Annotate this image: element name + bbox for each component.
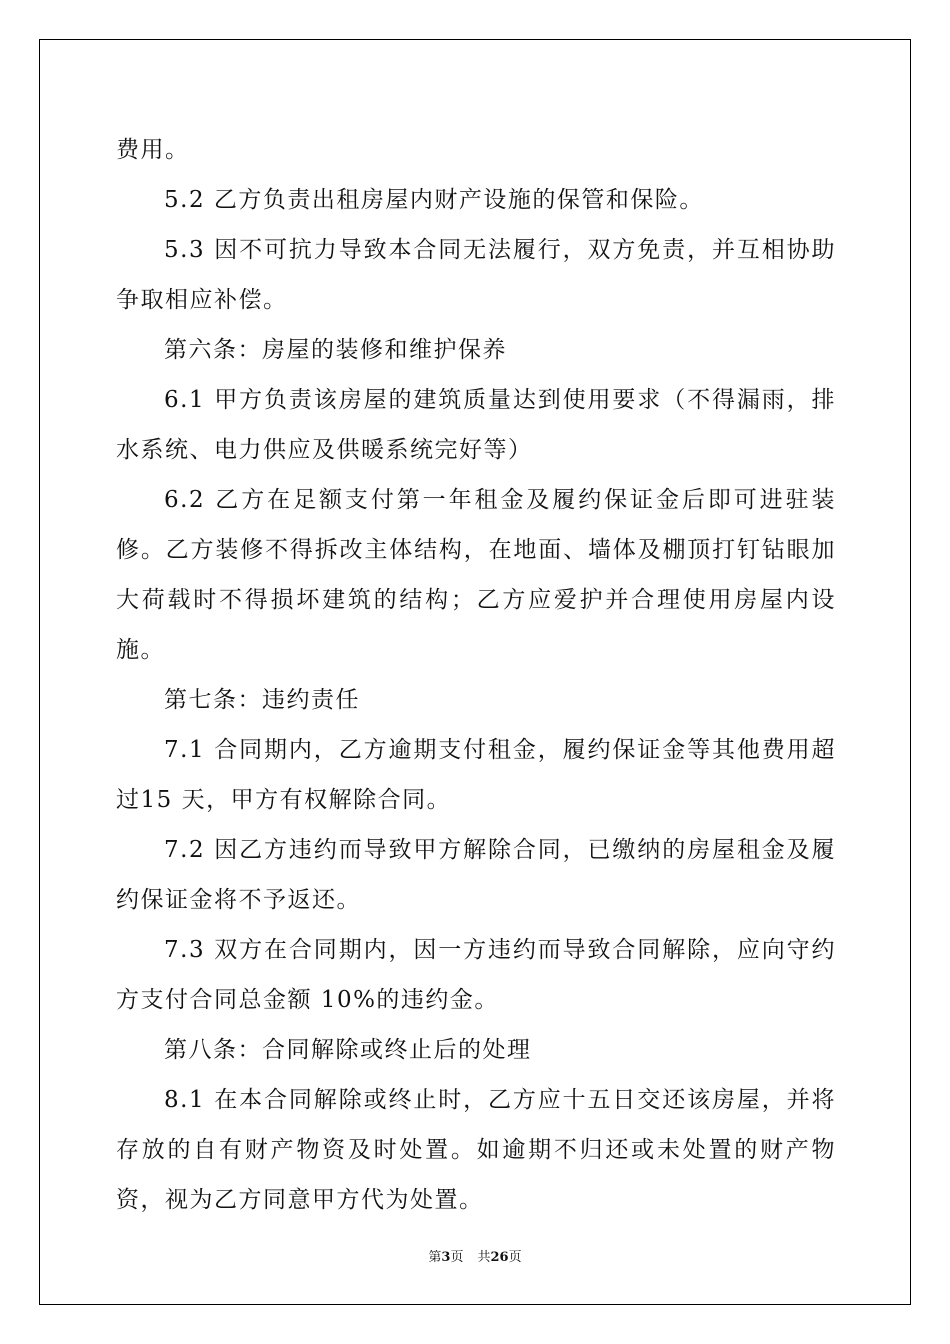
section-heading: 第八条：合同解除或终止后的处理 <box>164 1037 532 1063</box>
paragraph: 7.2 因乙方违约而导致甲方解除合同，已缴纳的房屋租金及履约保证金将不予返还。 <box>116 837 836 913</box>
paragraph: 6.1 甲方负责该房屋的建筑质量达到使用要求（不得漏雨，排水系统、电力供应及供暖系统完好等） <box>116 387 836 463</box>
paragraph: 5.2 乙方负责出租房屋内财产设施的保管和保险。 <box>164 187 704 213</box>
paragraph: 5.3 因不可抗力导致本合同无法履行，双方免责，并互相协助争取相应补偿。 <box>116 237 836 313</box>
section-heading: 第六条：房屋的装修和维护保养 <box>164 337 507 363</box>
paragraph: 6.2 乙方在足额支付第一年租金及履约保证金后即可进驻装修。乙方装修不得拆改主体结构，在地面、墙体及棚顶打钉钻眼加大荷载时不得损坏建筑的结构；乙方应爱护并合理使用房屋内设施。 <box>116 487 836 663</box>
paragraph: 7.1 合同期内，乙方逾期支付租金，履约保证金等其他费用超过15 天，甲方有权解除合同。 <box>116 737 836 813</box>
page-footer <box>0 1246 950 1265</box>
paragraph: 8.1 在本合同解除或终止时，乙方应十五日交还该房屋，并将存放的自有财产物资及时处置。如逾期不归还或未处置的财产物资，视为乙方同意甲方代为处置。 <box>116 1087 836 1213</box>
section-heading: 第七条：违约责任 <box>164 687 360 713</box>
total-prefix: 共 <box>477 1250 491 1265</box>
paragraph: 7.3 双方在合同期内，因一方违约而导致合同解除，应向守约方支付合同总金额 10%的违约金。 <box>116 937 836 1013</box>
paragraph: 费用。 <box>116 137 190 163</box>
page-number: 3 <box>441 1250 451 1265</box>
page-suffix: 页 <box>450 1250 464 1265</box>
total-pages: 26 <box>490 1250 509 1265</box>
page-prefix: 第 <box>428 1250 442 1265</box>
total-suffix: 页 <box>508 1250 522 1265</box>
document-body <box>116 125 836 1225</box>
